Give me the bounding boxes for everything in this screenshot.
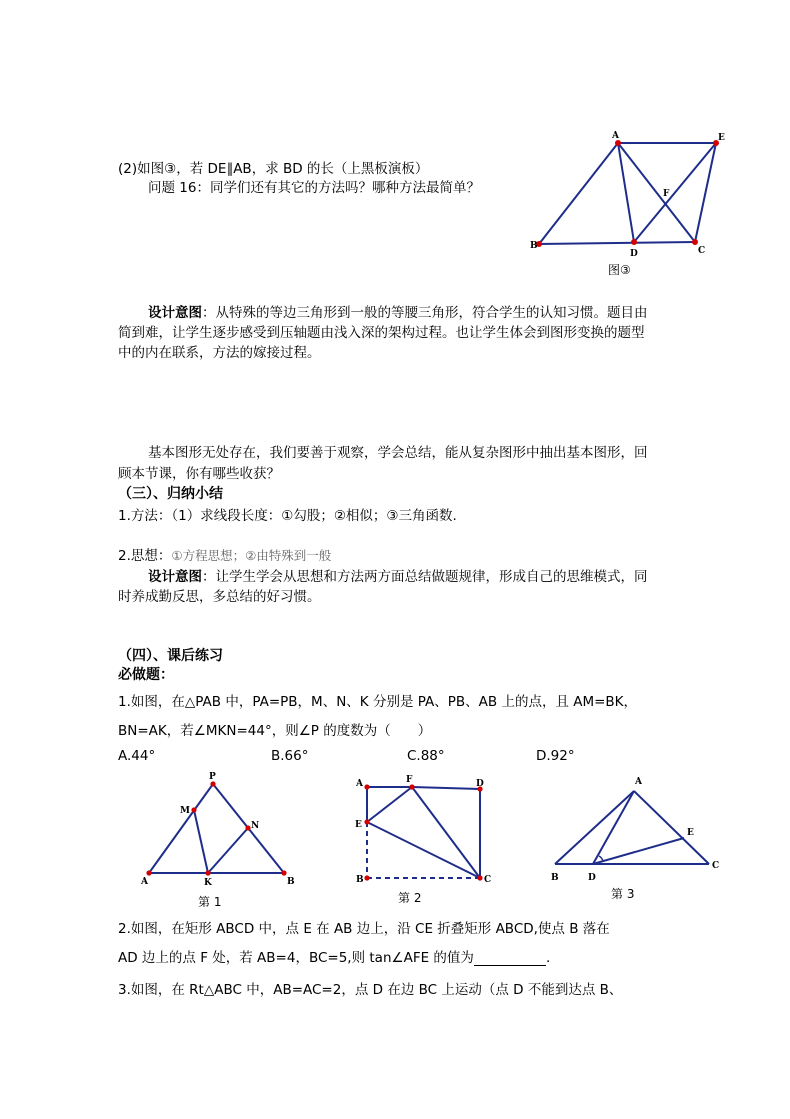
section-3-thought (118, 548, 331, 564)
option-b: B.66° (271, 748, 309, 764)
question-16-text: 问题 16：同学们还有其它的方法吗？哪种方法最简单？ (148, 180, 480, 196)
fig2-label-c: C (484, 875, 492, 885)
fig3-label-d: D (630, 249, 638, 259)
required-label: 必做题： (118, 667, 174, 683)
question-2-end: . (545, 950, 551, 966)
section-3-heading: （三）、归纳小结 (118, 486, 223, 502)
design-intent-1-line2: 简到难，让学生逐步感受到压轴题由浅入深的架构过程。也让学生体会到图形变换的题型 (118, 325, 645, 341)
option-c: C.88° (407, 748, 445, 764)
question-1-line2: BN=AK，若∠MKN=44°，则∠P 的度数为（ ） (118, 723, 432, 739)
fig3-label-c: C (698, 246, 706, 256)
design-intent-2-text: ：让学生学会从思想和方法两方面总结做题规律，形成自己的思维模式，同 (202, 569, 648, 585)
fig2-label-e: E (355, 820, 362, 830)
fig3b-label-c: C (712, 861, 720, 871)
design-intent-1-line1 (148, 305, 648, 321)
design-intent-2-line1 (148, 569, 648, 585)
design-intent-1-text: ：从特殊的等边三角形到一般的等腰三角形，符合学生的认知习惯。题目由 (202, 305, 648, 321)
exercise-figure-3 (545, 772, 735, 907)
design-intent-2-line2: 时养成勤反思，多总结的好习惯。 (118, 589, 321, 605)
fig1-caption: 第 1 (198, 895, 222, 909)
summary-intro-line2: 顾本节课，你有哪些收获？ (118, 466, 280, 482)
fig1-label-n: N (251, 821, 260, 831)
design-intent-2-label: 设计意图 (148, 569, 202, 585)
fig1-label-k: K (204, 878, 212, 888)
design-intent-1-label: 设计意图 (148, 305, 202, 321)
fig2-caption: 第 2 (398, 891, 422, 905)
fig1-label-p: P (209, 772, 216, 782)
fig3-caption: 图③ (608, 263, 631, 277)
question-2-line2 (118, 950, 550, 966)
section-3-method: 1.方法：（1）求线段长度：①勾股；②相似；③三角函数. (118, 508, 457, 524)
exercise-figure-1 (140, 772, 300, 912)
fig3-label-f: F (663, 189, 670, 199)
question-2-line1: 2.如图，在矩形 ABCD 中，点 E 在 AB 边上，沿 CE 折叠矩形 ABCD,使点 B 落在 (118, 921, 610, 937)
figure-3-diagram (530, 128, 730, 278)
fig3b-label-a: A (635, 777, 642, 787)
question-2-line1: (2)如图③，若 DE∥AB，求 BD 的长（上黑板演板） (118, 161, 429, 177)
fig3b-caption: 第 3 (611, 887, 635, 901)
section-4-heading: （四）、课后练习 (118, 648, 223, 664)
fig1-label-b: B (287, 877, 295, 887)
question-1-line1: 1.如图，在△PAB 中，PA=PB，M、N、K 分别是 PA、PB、AB 上的点，且 AM=BK， (118, 694, 638, 710)
exercise-figure-2 (350, 772, 500, 912)
thought-items: ①方程思想；②由特殊到一般 (171, 548, 332, 563)
option-a: A.44° (118, 748, 156, 764)
thought-prefix: 2.思想： (118, 548, 172, 564)
fig3-label-e: E (718, 133, 725, 143)
fig2-label-b: B (356, 875, 364, 885)
design-intent-1-line3: 中的内在联系，方法的嫁接过程。 (118, 345, 321, 361)
question-2-text: AD 边上的点 F 处，若 AB=4，BC=5,则 tan∠AFE 的值为 (118, 950, 474, 966)
fig2-label-f: F (406, 775, 413, 785)
fig3-label-a: A (612, 131, 619, 141)
fig3b-label-d: D (588, 873, 596, 883)
fig1-label-a: A (141, 877, 148, 887)
summary-intro-line1: 基本图形无处存在，我们要善于观察，学会总结，能从复杂图形中抽出基本图形，回 (148, 445, 648, 461)
option-d: D.92° (536, 748, 575, 764)
fig1-label-m: M (180, 806, 190, 816)
fig3b-label-b: B (551, 873, 559, 883)
fig3b-label-e: E (687, 828, 694, 838)
fig2-label-a: A (356, 779, 363, 789)
answer-blank (474, 951, 546, 966)
fig2-label-d: D (476, 779, 484, 789)
fig3-label-b: B (530, 241, 538, 251)
question-3-line1: 3.如图，在 Rt△ABC 中，AB=AC=2，点 D 在边 BC 上运动（点 D 不能到达点 B、 (118, 982, 623, 998)
